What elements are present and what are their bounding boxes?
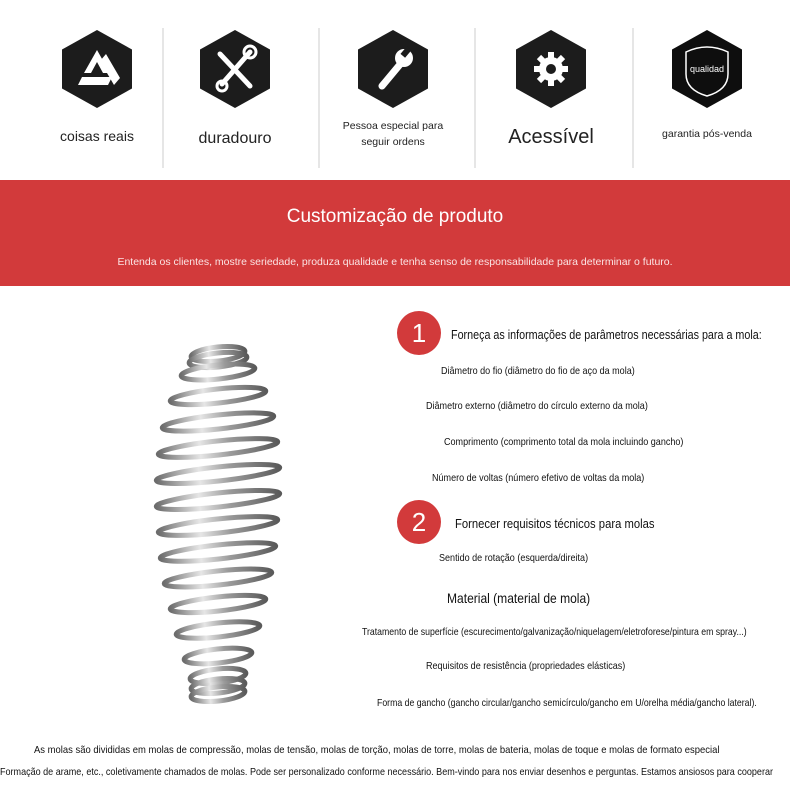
spring-coil: [164, 565, 273, 590]
section1-item: Diâmetro externo (diâmetro do círculo externo da mola): [426, 400, 648, 412]
section2-item: Forma de gancho (gancho circular/gancho semicírculo/gancho em U/orelha média/gancho lateral).: [377, 697, 757, 709]
section1-item: Diâmetro do fio (diâmetro do fio de aço da mola): [441, 365, 635, 377]
spring-coil: [162, 409, 275, 435]
drive-triangle-icon: [62, 30, 132, 108]
spring-coil: [156, 461, 281, 488]
feature-real: [22, 22, 172, 172]
section1-item: Comprimento (comprimento total da mola incluindo gancho): [444, 436, 684, 448]
spring-coil: [183, 645, 252, 666]
feature-special-person: [318, 22, 468, 172]
banner-subtitle: Entenda os clientes, mostre seriedade, produza qualidade e tenha senso de responsabilidade para determinar o futuro.: [117, 256, 673, 268]
gear-icon: [516, 30, 586, 108]
section1-item: Número de voltas (número efetivo de voltas da mola): [432, 472, 645, 484]
spring-coil: [170, 592, 267, 616]
spring-coil: [158, 435, 279, 461]
spring-coil: [160, 539, 277, 565]
feature-special-label-2: seguir ordens: [361, 136, 425, 148]
spring-image: [150, 340, 285, 710]
quality-badge-icon: [672, 30, 742, 108]
feature-warranty-label: garantia pós-venda: [662, 128, 752, 140]
step-1-badge: 1: [397, 311, 441, 355]
section2-item-material: Material (material de mola): [447, 590, 591, 606]
spring-coil: [175, 619, 260, 642]
footer-line-1: As molas são divididas em molas de compressão, molas de tensão, molas de torção, molas de torre, molas de bateria, molas de toque e molas de formato especial: [34, 744, 720, 756]
footer-line-2: Formação de arame, etc., coletivamente chamados de molas. Pode ser personalizado conforme necessário. Bem-vindo para nos enviar desenhos e perguntas. Estamos ansiosos para cooperar: [0, 766, 773, 778]
wrench-icon: [358, 30, 428, 108]
section2-item: Requisitos de resistência (propriedades elásticas): [426, 660, 626, 672]
feature-durable-label: duradouro: [198, 130, 272, 147]
section2-item: Tratamento de superfície (escurecimento/galvanização/niquelagem/eletroforese/pintura em spray...): [362, 626, 747, 638]
feature-accessible: [476, 22, 626, 172]
feature-accessible-label: Acessível: [508, 126, 594, 148]
spring-coil: [170, 384, 267, 408]
feature-warranty: [632, 22, 782, 172]
spring-coil: [158, 513, 279, 539]
feature-real-label: coisas reais: [60, 128, 134, 144]
section1-heading: Forneça as informações de parâmetros necessárias para a mola:: [451, 328, 762, 342]
feature-strip: [0, 0, 790, 180]
customization-banner: [0, 180, 790, 286]
section2-heading: Fornecer requisitos técnicos para molas: [455, 517, 655, 531]
tools-icon: [200, 30, 270, 108]
spring-coil: [156, 487, 281, 514]
section2-item: Sentido de rotação (esquerda/direita): [439, 552, 589, 564]
feature-durable: [160, 22, 310, 172]
step-2-badge: 2: [397, 500, 441, 544]
banner-title: Customização de produto: [286, 206, 504, 227]
feature-special-label: Pessoa especial para: [342, 120, 444, 132]
svg-text:qualidad: qualidad: [689, 64, 725, 74]
